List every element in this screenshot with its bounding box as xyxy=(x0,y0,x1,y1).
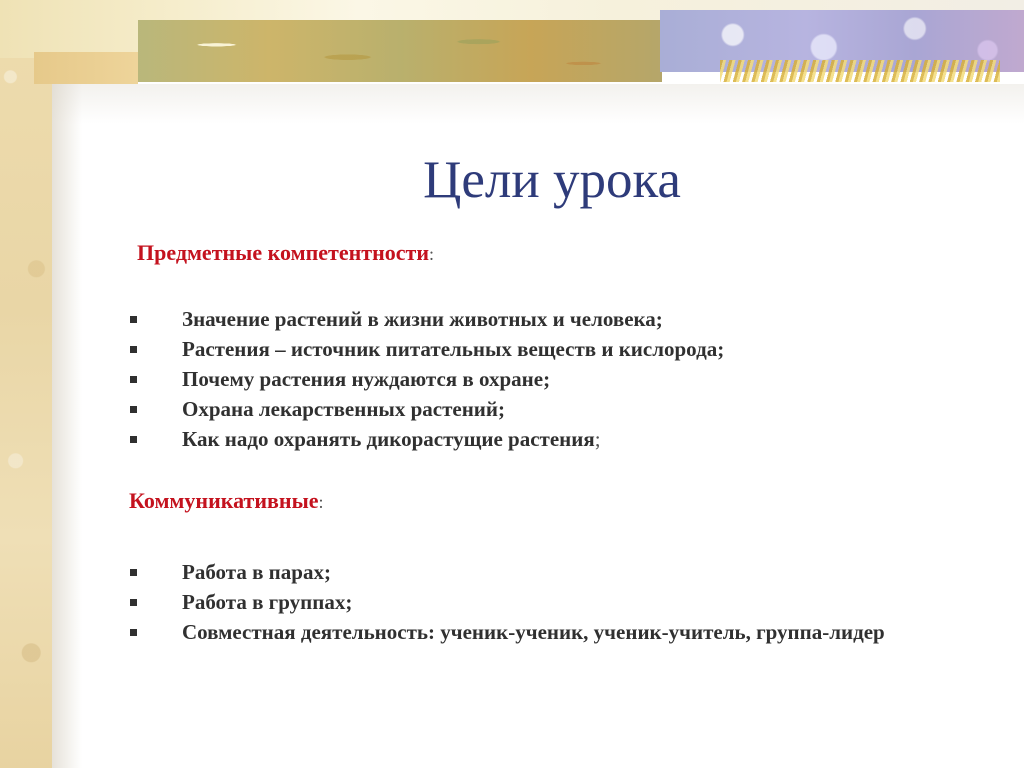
square-bullet-icon xyxy=(130,599,137,606)
decorative-banner-block xyxy=(34,52,138,84)
section-heading-subject xyxy=(137,240,434,266)
square-bullet-icon xyxy=(130,406,137,413)
square-bullet-icon xyxy=(130,629,137,636)
square-bullet-icon xyxy=(130,346,137,353)
decorative-leaves-image xyxy=(138,20,662,82)
list-item-text: Работа в парах; xyxy=(182,560,331,584)
communicative-competencies-list xyxy=(130,557,982,647)
decorative-banner-shadow xyxy=(52,84,1024,124)
square-bullet-icon xyxy=(130,436,137,443)
list-item xyxy=(130,424,982,454)
square-bullet-icon xyxy=(130,569,137,576)
list-item-text: Работа в группах; xyxy=(182,590,353,614)
list-item xyxy=(130,617,982,647)
list-item xyxy=(130,587,982,617)
subject-competencies-list xyxy=(130,304,982,454)
list-item-text: Растения – источник питательных веществ и кислорода; xyxy=(182,337,725,361)
section-heading-colon: : xyxy=(318,492,324,512)
list-item-suffix: ; xyxy=(594,427,601,451)
list-item-text: Как надо охранять дикорастущие растения xyxy=(182,427,595,451)
list-item xyxy=(130,304,982,334)
decorative-gold-grass xyxy=(720,60,1000,82)
list-item xyxy=(130,557,982,587)
section-heading-text: Коммуникативные xyxy=(129,488,319,513)
list-item xyxy=(130,334,982,364)
section-heading-communicative xyxy=(129,488,324,514)
section-heading-colon: : xyxy=(429,244,435,264)
square-bullet-icon xyxy=(130,316,137,323)
list-item xyxy=(130,364,982,394)
list-item-text: Охрана лекарственных растений; xyxy=(182,397,505,421)
list-item-text: Совместная деятельность: ученик-ученик, ученик-учитель, группа-лидер xyxy=(182,620,885,644)
list-item xyxy=(130,394,982,424)
square-bullet-icon xyxy=(130,376,137,383)
list-item-text: Почему растения нуждаются в охране; xyxy=(182,367,551,391)
slide-title: Цели урока xyxy=(423,151,681,209)
decorative-left-strip xyxy=(0,0,52,768)
list-item-text: Значение растений в жизни животных и человека; xyxy=(182,307,663,331)
section-heading-text: Предметные компетентности xyxy=(137,240,429,265)
